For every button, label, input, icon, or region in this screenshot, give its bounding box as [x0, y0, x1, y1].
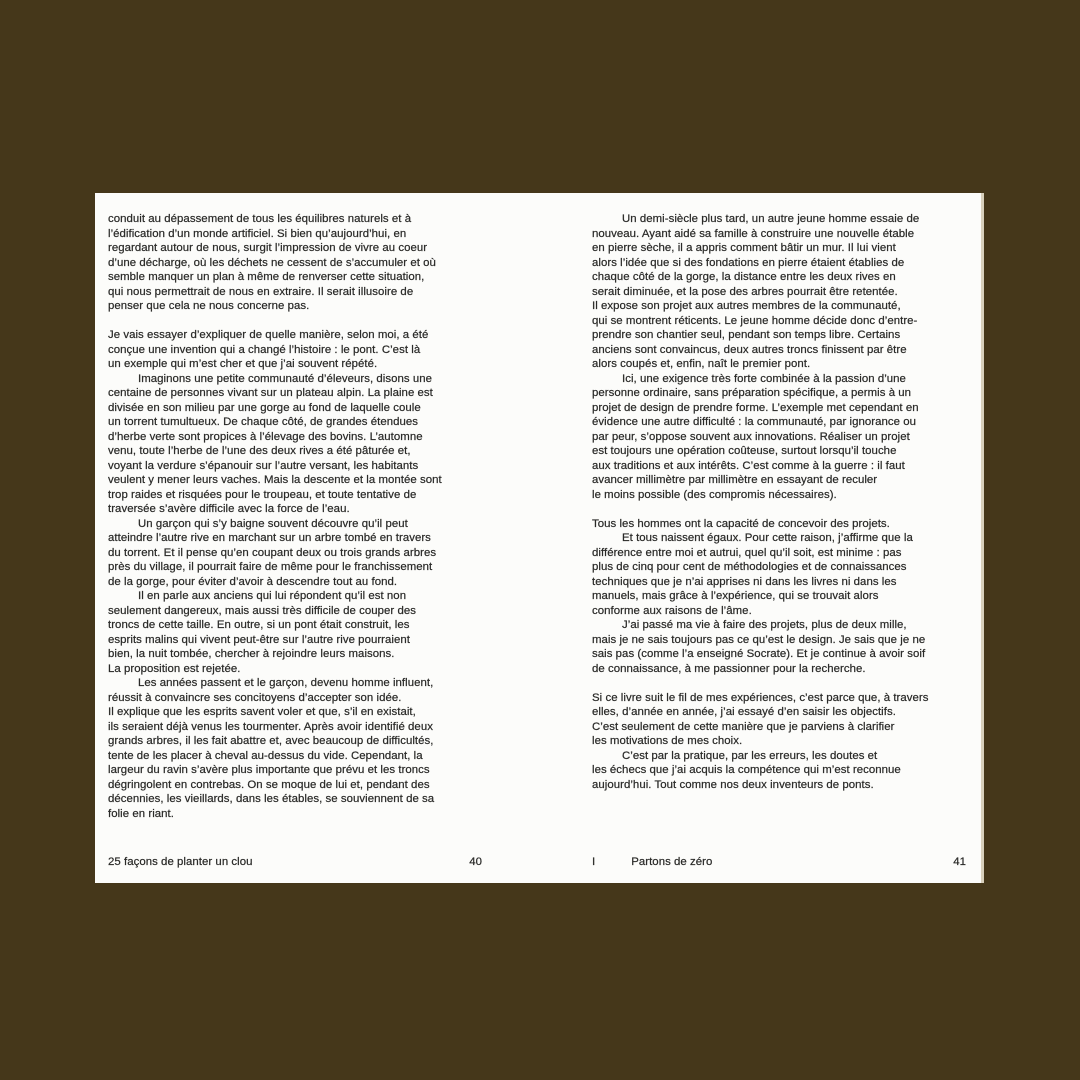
- text-line: près du village, il pourrait faire de même pour le franchissement: [108, 561, 433, 573]
- text-line: de connaissance, à me passionner pour la recherche.: [592, 662, 866, 675]
- text-line: semble manquer un plan à même de renverser cette situation,: [108, 271, 425, 283]
- right-page-text: [592, 212, 966, 792]
- text-line: est toujours une opération coûteuse, surtout lorsqu’il touche: [592, 445, 897, 457]
- text-line: serait diminuée, et la pose des arbres pourrait être retentée.: [592, 285, 898, 298]
- right-page-footer: [592, 856, 966, 868]
- running-title: 25 façons de planter un clou: [108, 856, 253, 868]
- blank-line: [592, 502, 966, 517]
- text-line: C’est par la pratique, par les erreurs, les doutes et: [622, 749, 878, 762]
- text-line: La proposition est rejetée.: [108, 662, 241, 675]
- text-line: traversée s’avère difficile avec la force de l’eau.: [108, 503, 350, 515]
- text-line: anciens sont convaincus, deux autres troncs finissent par être: [592, 343, 907, 356]
- text-line: aux traditions et aux intérêts. C’est comme à la guerre : il faut: [592, 459, 905, 472]
- text-line: réussit à convaincre ses concitoyens d’accepter son idée.: [108, 691, 402, 704]
- text-line: qui nous permettrait de nous en extraire. Il serait illusoire de: [108, 285, 414, 298]
- text-line: folie en riant.: [108, 807, 174, 820]
- text-line: conduit au dépassement de tous les équilibres naturels et à: [108, 213, 412, 225]
- text-line: Un demi-siècle plus tard, un autre jeune homme essaie de: [622, 213, 920, 225]
- text-line: venu, toute l’herbe de l’une des deux rives a été pâturée et,: [108, 445, 411, 457]
- text-line: bien, la nuit tombée, chercher à rejoindre leurs maisons.: [108, 648, 395, 660]
- text-line: aujourd’hui. Tout comme nos deux inventeurs de ponts.: [592, 778, 874, 791]
- text-line: Il explique que les esprits savent voler et que, s’il en existait,: [108, 706, 416, 718]
- text-line: Je vais essayer d’expliquer de quelle manière, selon moi, a été: [108, 329, 429, 341]
- blank-line: [592, 676, 966, 691]
- text-line: veulent y mener leurs vaches. Mais la descente et la montée sont: [108, 474, 442, 486]
- text-line: Il en parle aux anciens qui lui répondent qu’il est non: [138, 590, 407, 602]
- text-line: d’herbe verte sont propices à l’élevage des bovins. L’automne: [108, 430, 423, 443]
- book-spread: [95, 193, 984, 883]
- text-line: du torrent. Et il pense qu’en coupant deux ou trois grands arbres: [108, 546, 437, 559]
- text-line: en pierre sèche, il a appris comment bâtir un mur. Il lui vient: [592, 242, 896, 254]
- text-line: grands arbres, il les fait abattre et, avec beaucoup de difficultés,: [108, 735, 434, 747]
- chapter-title: Partons de zéro: [631, 856, 713, 868]
- text-line: prendre son chantier seul, pendant son temps libre. Certains: [592, 329, 901, 341]
- text-line: Les années passent et le garçon, devenu homme influent,: [138, 677, 434, 689]
- text-line: projet de design de prendre forme. L’exemple met cependant en: [592, 401, 919, 414]
- text-line: différence entre moi et autrui, quel qu’il soit, est minime : pas: [592, 546, 902, 559]
- text-line: Ici, une exigence très forte combinée à la passion d’une: [622, 372, 906, 385]
- text-line: seulement dangereux, mais aussi très difficile de couper des: [108, 604, 416, 617]
- text-line: elles, d’année en année, j’ai essayé d’en saisir les objectifs.: [592, 706, 896, 718]
- text-line: voyant la verdure s’épanouir sur l’autre versant, les habitants: [108, 459, 419, 472]
- text-line: le moins possible (des compromis nécessaires).: [592, 488, 837, 501]
- left-page-footer: [108, 856, 482, 868]
- text-line: mais je ne sais toujours pas ce qu’est le design. Je sais que je ne: [592, 633, 926, 646]
- text-line: ils seraient déjà venus les tourmenter. Après avoir identifié deux: [108, 720, 433, 733]
- text-line: décennies, les vieillards, dans les étables, se souviennent de sa: [108, 793, 435, 805]
- blank-line: [108, 314, 482, 329]
- text-line: trop raides et risquées pour le troupeau, et toute tentative de: [108, 488, 417, 501]
- text-line: un torrent tumultueux. De chaque côté, de grandes étendues: [108, 416, 419, 428]
- text-line: C’est seulement de cette manière que je parviens à clarifier: [592, 720, 895, 733]
- text-line: largeur du ravin s’avère plus importante que prévu et les troncs: [108, 764, 430, 776]
- text-line: personne ordinaire, sans préparation spécifique, a permis à un: [592, 387, 912, 399]
- right-page: [540, 193, 981, 883]
- text-line: les échecs que j’ai acquis la compétence qui m’est reconnue: [592, 764, 901, 776]
- text-line: les motivations de mes choix.: [592, 735, 743, 747]
- text-line: conforme aux raisons de l’âme.: [592, 604, 752, 617]
- text-line: J’ai passé ma vie à faire des projets, plus de deux mille,: [622, 619, 907, 631]
- text-line: d’une décharge, où les déchets ne cessent de s’accumuler et où: [108, 256, 436, 269]
- text-line: évidence une autre difficulté : la communauté, par ignorance ou: [592, 416, 916, 428]
- text-line: troncs de cette taille. En outre, si un pont était construit, les: [108, 619, 410, 631]
- text-line: regardant autour de nous, surgit l’impression de vivre au coeur: [108, 242, 428, 254]
- page-number: 41: [953, 856, 966, 868]
- text-line: tente de les placer à cheval au-dessus du vide. Cependant, la: [108, 749, 423, 762]
- text-line: alors l’idée que si des fondations en pierre étaient établies de: [592, 256, 905, 269]
- text-line: divisée en son milieu par une gorge au fond de laquelle coule: [108, 401, 421, 414]
- text-line: nouveau. Ayant aidé sa famille à construire une nouvelle étable: [592, 227, 915, 240]
- text-line: penser que cela ne nous concerne pas.: [108, 300, 310, 312]
- text-line: techniques que je n’ai apprises ni dans les livres ni dans les: [592, 575, 897, 588]
- text-line: dégringolent en contrebas. On se moque de lui et, pendant des: [108, 778, 430, 791]
- text-line: Un garçon qui s’y baigne souvent découvre qu’il peut: [138, 517, 408, 530]
- text-line: Et tous naissent égaux. Pour cette raison, j’affirme que la: [622, 532, 913, 544]
- page-number: 40: [469, 856, 482, 868]
- text-line: l’édification d’un monde artificiel. Si bien qu’aujourd’hui, en: [108, 227, 407, 240]
- left-page: [95, 193, 540, 883]
- text-line: Il expose son projet aux autres membres de la communauté,: [592, 300, 901, 312]
- text-line: centaine de personnes vivant sur un plateau alpin. La plaine est: [108, 387, 433, 399]
- text-line: chaque côté de la gorge, la distance entre les deux rives en: [592, 271, 896, 283]
- text-line: un exemple qui m’est cher et que j’ai souvent répété.: [108, 358, 378, 370]
- text-line: Tous les hommes ont la capacité de concevoir des projets.: [592, 517, 890, 530]
- text-line: manuels, mais grâce à l’expérience, qui se trouvait alors: [592, 590, 879, 602]
- text-line: sais pas (comme l’a enseigné Socrate). Et je continue à avoir soif: [592, 648, 926, 660]
- text-line: avancer millimètre par millimètre en essayant de reculer: [592, 474, 878, 486]
- left-page-text: [108, 212, 482, 821]
- text-line: alors coupés et, enfin, naît le premier pont.: [592, 358, 811, 370]
- text-line: conçue une invention qui a changé l’histoire : le pont. C’est là: [108, 343, 421, 356]
- text-line: plus de cinq pour cent de méthodologies et de connaissances: [592, 561, 907, 573]
- text-line: Si ce livre suit le fil de mes expériences, c’est parce que, à travers: [592, 691, 929, 704]
- text-line: par peur, s’oppose souvent aux innovations. Réaliser un projet: [592, 430, 910, 443]
- chapter-number: I: [592, 856, 596, 868]
- text-line: atteindre l’autre rive en marchant sur un arbre tombé en travers: [108, 532, 431, 544]
- text-line: qui se montrent réticents. Le jeune homme décide donc d’entre-: [592, 314, 918, 327]
- text-line: de la gorge, pour éviter d’avoir à descendre tout au fond.: [108, 575, 398, 588]
- text-line: Imaginons une petite communauté d’éleveurs, disons une: [138, 372, 432, 385]
- text-line: esprits malins qui vivent peut-être sur l’autre rive pourraient: [108, 633, 410, 646]
